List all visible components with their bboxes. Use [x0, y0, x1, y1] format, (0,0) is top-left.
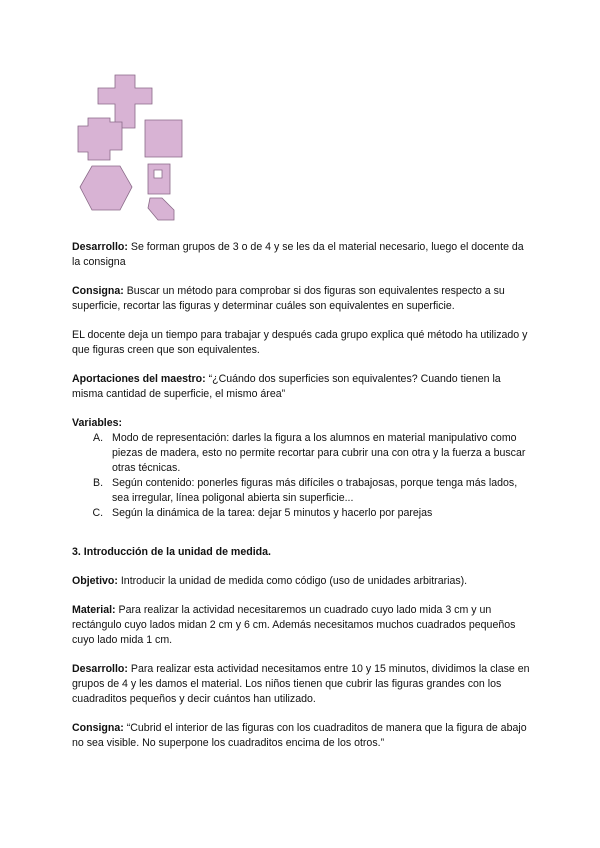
- text-desarrollo-2: Para realizar esta actividad necesitamos entre 10 y 15 minutos, dividimos la clase en grupos de 4 y les damos el material. Los niños tienen que cubrir las figuras grandes con los cuadraditos pequeños y decir cuántos han utilizado.: [72, 663, 530, 705]
- paragraph-consigna-2: [72, 721, 532, 751]
- paragraph-consigna-1: [72, 284, 532, 314]
- paragraph-objetivo: [72, 574, 532, 589]
- square-with-hole-shape: [148, 164, 170, 194]
- text-docente: EL docente deja un tiempo para trabajar y después cada grupo explica qué método ha utilizado y que figuras creen que son equivalentes.: [72, 329, 528, 356]
- variable-item-a: A. Modo de representación: darles la figura a los alumnos en material manipulativo como piezas de madera, esto no permite recortar para cubrir una con otra y la fuerza a buscar otras técnicas.: [106, 431, 532, 476]
- square-shape: [145, 120, 182, 157]
- label-consigna-2: Consigna:: [72, 722, 124, 734]
- text-objetivo: Introducir la unidad de medida como código (uso de unidades arbitrarias).: [117, 575, 468, 587]
- variable-item-b: B. Según contenido: ponerles figuras más difíciles o trabajosas, porque tenga más lados, sea irregular, línea poligonal abierta sin superficie...: [106, 476, 532, 506]
- geometric-figures-illustration: [70, 70, 190, 230]
- label-material: Material:: [72, 604, 116, 616]
- label-desarrollo-1: Desarrollo:: [72, 241, 128, 253]
- variable-item-c: C. Según la dinámica de la tarea: dejar 5 minutos y hacerlo por parejas: [106, 506, 532, 521]
- section-heading: 3. Introducción de la unidad de medida.: [72, 546, 271, 558]
- paragraph-docente: [72, 328, 532, 358]
- variables-list: [72, 431, 532, 521]
- document-body: [72, 240, 532, 765]
- text-consigna-2: “Cubrid el interior de las figuras con los cuadraditos de manera que la figura de abajo no sea visible. No superpone los cuadraditos encima de los otros.”: [72, 722, 527, 749]
- text-material: Para realizar la actividad necesitaremos un cuadrado cuyo lado mida 3 cm y un rectángulo cuyo lados midan 2 cm y 6 cm. Además necesitamos muchos cuadrados pequeños cuyo lado mida 1 cm.: [72, 604, 516, 646]
- paragraph-aportaciones: [72, 372, 532, 402]
- label-desarrollo-2: Desarrollo:: [72, 663, 128, 675]
- paragraph-material: [72, 603, 532, 648]
- variables-heading: Variables:: [72, 417, 123, 429]
- label-consigna-1: Consigna:: [72, 285, 124, 297]
- square-with-notches-shape: [78, 118, 122, 160]
- label-aportaciones: Aportaciones del maestro:: [72, 373, 206, 385]
- label-objetivo: Objetivo:: [72, 575, 118, 587]
- text-aportaciones: “¿Cuándo dos superficies son equivalentes? Cuando tienen la misma cantidad de superficie, el mismo área”: [72, 373, 501, 400]
- pentagon-shape: [148, 198, 174, 220]
- text-desarrollo-1: Se forman grupos de 3 o de 4 y se les da el material necesario, luego el docente da la consigna: [72, 241, 524, 268]
- paragraph-desarrollo-1: [72, 240, 532, 270]
- paragraph-desarrollo-2: [72, 662, 532, 707]
- hexagon-shape: [80, 166, 132, 210]
- text-consigna-1: Buscar un método para comprobar si dos figuras son equivalentes respecto a su superficie, recortar las figuras y determinar cuáles son equivalentes en superficie.: [72, 285, 505, 312]
